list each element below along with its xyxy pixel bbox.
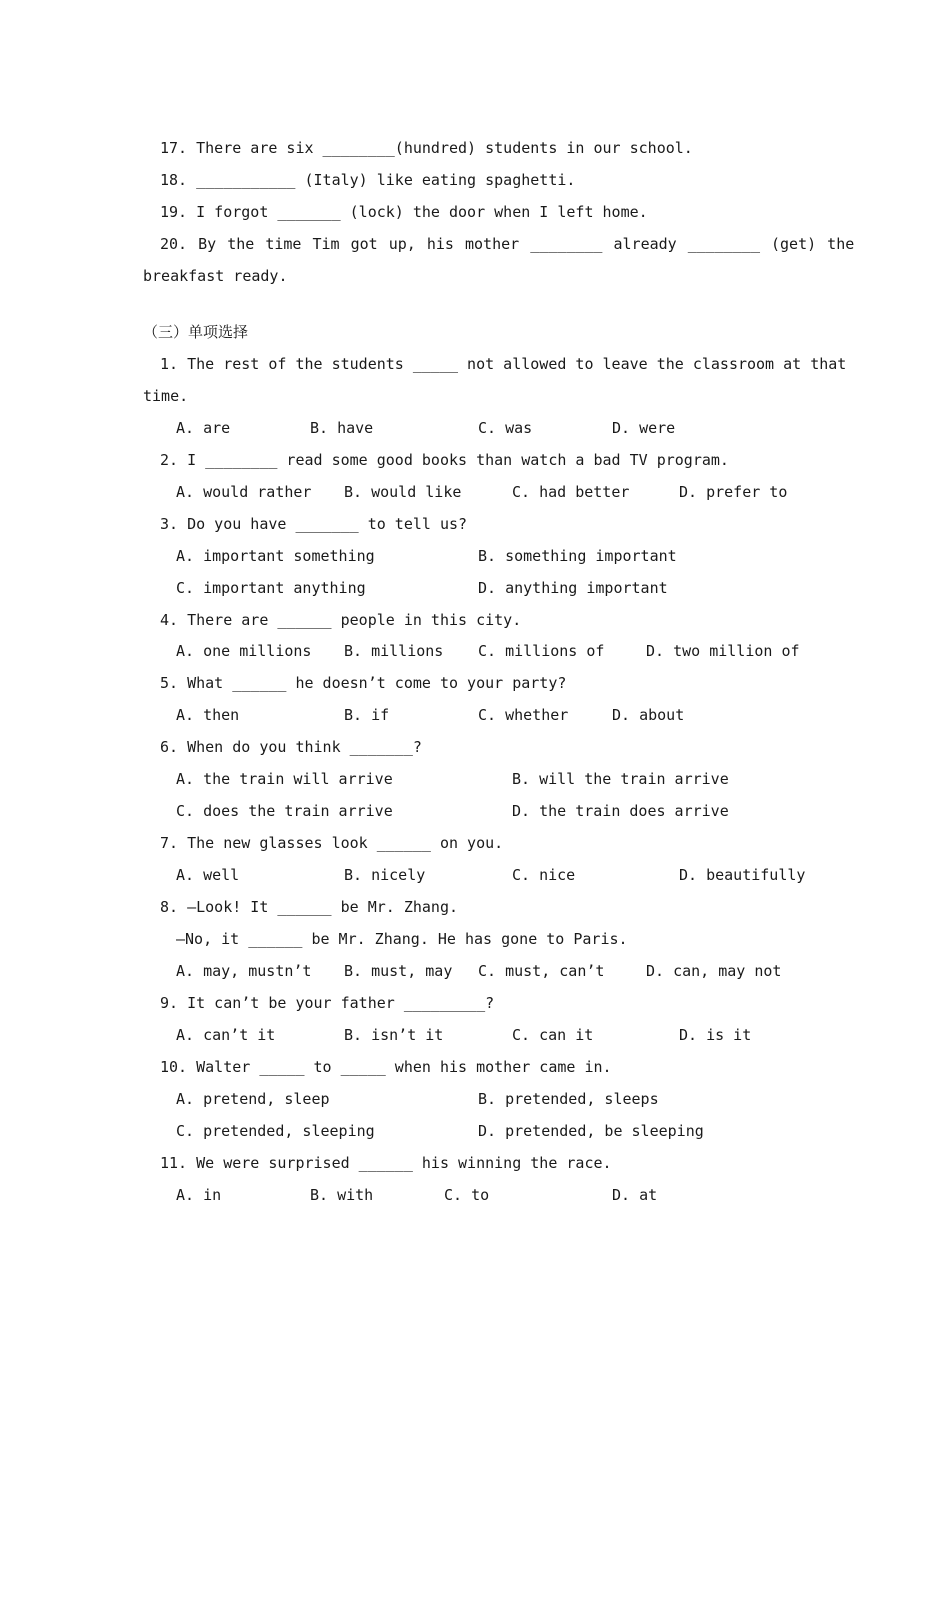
question-3-option-a: A. important something xyxy=(176,547,375,565)
question-6-stem: 6. When do you think _______? xyxy=(160,738,422,756)
question-11-stem: 11. We were surprised ______ his winning the race. xyxy=(160,1154,612,1172)
question-5-option-b: B. if xyxy=(344,706,390,724)
question-3-option-d: D. anything important xyxy=(478,579,668,597)
question-1-option-a: A. are xyxy=(176,419,231,437)
question-10-option-b: B. pretended, sleeps xyxy=(478,1090,659,1108)
question-1-option-b: B. have xyxy=(310,419,374,437)
question-9-option-b: B. isn’t it xyxy=(344,1026,444,1044)
question-9-option-d: D. is it xyxy=(679,1026,752,1044)
section-title: （三）单项选择 xyxy=(143,323,249,341)
question-8-option-c: C. must, can’t xyxy=(478,962,605,980)
question-2-option-d: D. prefer to xyxy=(679,483,788,501)
fill-in-item-20: 20. By the time Tim got up, his mother ________ already ________ (get) the xyxy=(160,235,855,253)
question-5-option-c: C. whether xyxy=(478,706,569,724)
question-2-option-c: C. had better xyxy=(512,483,630,501)
question-2-option-b: B. would like xyxy=(344,483,462,501)
question-6-option-c: C. does the train arrive xyxy=(176,802,393,820)
question-4-stem: 4. There are ______ people in this city. xyxy=(160,611,522,629)
question-1-stem-continued: time. xyxy=(143,387,189,405)
question-6-option-b: B. will the train arrive xyxy=(512,770,729,788)
question-9-option-a: A. can’t it xyxy=(176,1026,276,1044)
question-1-stem: 1. The rest of the students _____ not allowed to leave the classroom at that xyxy=(160,355,847,373)
question-8-option-d: D. can, may not xyxy=(646,962,782,980)
fill-in-item-19: 19. I forgot _______ (lock) the door when I left home. xyxy=(160,203,648,221)
question-8-stem: 8. —Look! It ______ be Mr. Zhang. xyxy=(160,898,459,916)
question-5-option-a: A. then xyxy=(176,706,240,724)
question-11-option-a: A. in xyxy=(176,1186,222,1204)
question-7-option-d: D. beautifully xyxy=(679,866,806,884)
question-7-stem: 7. The new glasses look ______ on you. xyxy=(160,834,504,852)
question-6-option-d: D. the train does arrive xyxy=(512,802,729,820)
question-10-option-a: A. pretend, sleep xyxy=(176,1090,330,1108)
question-7-option-c: C. nice xyxy=(512,866,576,884)
fill-in-item-20-continued: breakfast ready. xyxy=(143,267,288,285)
question-10-option-c: C. pretended, sleeping xyxy=(176,1122,375,1140)
question-9-stem: 9. It can’t be your father _________? xyxy=(160,994,495,1012)
question-11-option-b: B. with xyxy=(310,1186,374,1204)
question-4-option-b: B. millions xyxy=(344,642,444,660)
question-8-stem-continued: —No, it ______ be Mr. Zhang. He has gone to Paris. xyxy=(176,930,628,948)
question-8-option-a: A. may, mustn’t xyxy=(176,962,312,980)
question-9-option-c: C. can it xyxy=(512,1026,594,1044)
question-7-option-b: B. nicely xyxy=(344,866,426,884)
question-1-option-c: C. was xyxy=(478,419,533,437)
question-10-option-d: D. pretended, be sleeping xyxy=(478,1122,704,1140)
question-7-option-a: A. well xyxy=(176,866,240,884)
question-3-option-b: B. something important xyxy=(478,547,677,565)
question-3-option-c: C. important anything xyxy=(176,579,366,597)
question-10-stem: 10. Walter _____ to _____ when his mother came in. xyxy=(160,1058,612,1076)
fill-in-item-18: 18. ___________ (Italy) like eating spaghetti. xyxy=(160,171,576,189)
question-5-stem: 5. What ______ he doesn’t come to your party? xyxy=(160,674,567,692)
question-11-option-d: D. at xyxy=(612,1186,658,1204)
question-4-option-c: C. millions of xyxy=(478,642,605,660)
question-4-option-d: D. two million of xyxy=(646,642,800,660)
question-3-stem: 3. Do you have _______ to tell us? xyxy=(160,515,468,533)
question-1-option-d: D. were xyxy=(612,419,676,437)
question-5-option-d: D. about xyxy=(612,706,685,724)
question-6-option-a: A. the train will arrive xyxy=(176,770,393,788)
question-8-option-b: B. must, may xyxy=(344,962,453,980)
question-11-option-c: C. to xyxy=(444,1186,490,1204)
question-2-option-a: A. would rather xyxy=(176,483,312,501)
question-2-stem: 2. I ________ read some good books than watch a bad TV program. xyxy=(160,451,729,469)
question-4-option-a: A. one millions xyxy=(176,642,312,660)
fill-in-item-17: 17. There are six ________(hundred) students in our school. xyxy=(160,139,693,157)
